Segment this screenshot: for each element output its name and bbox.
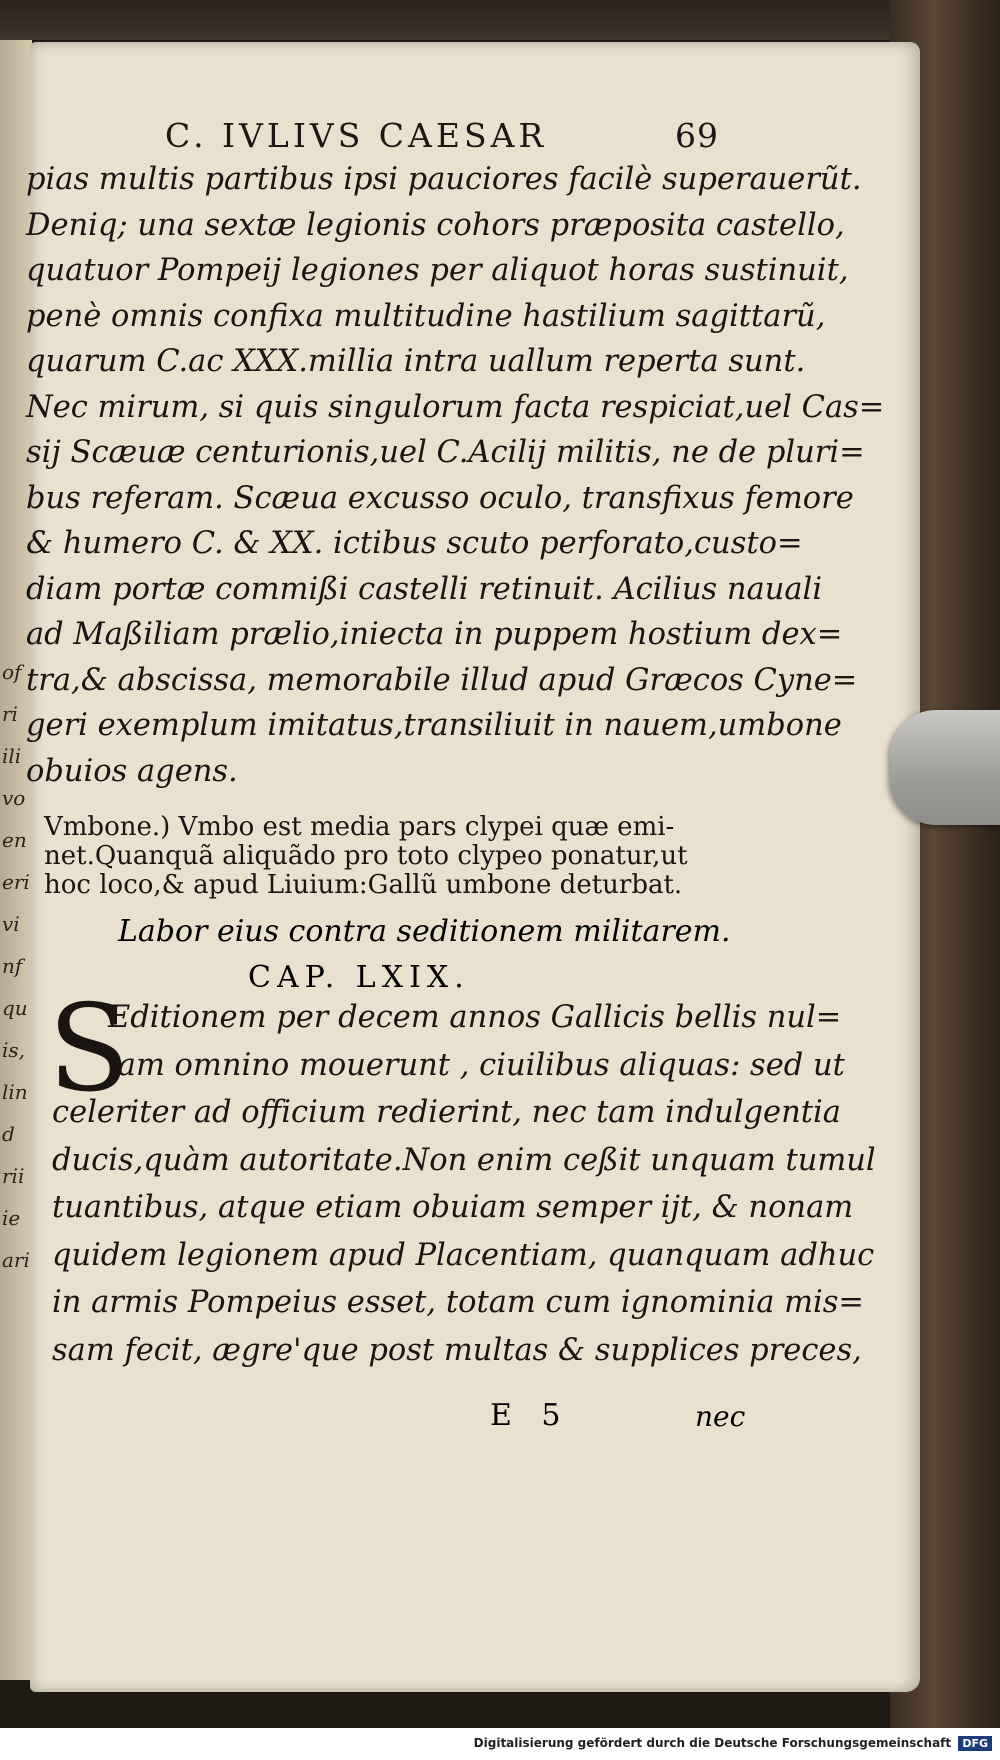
text-line: hoc loco,& apud Liuium:Gallũ umbone deturbat. <box>44 870 683 900</box>
section-subtitle: Labor eius contra seditionem militarem. <box>118 914 731 949</box>
signature-mark: E 5 <box>490 1398 571 1433</box>
dfg-logo: DFG <box>958 1736 992 1751</box>
running-head-title: C. IVLIVS CAESAR <box>165 116 548 155</box>
text-line: lam omnino mouerunt , ciuilibus aliquas: sed ut <box>108 1047 845 1083</box>
margin-fragment: rii <box>2 1164 25 1188</box>
margin-fragment: qu <box>2 996 28 1020</box>
text-line: & humero C. & XX. ictibus scuto perforato,custo= <box>26 526 803 561</box>
drop-cap: S <box>48 980 131 1119</box>
page-clip <box>890 710 1000 825</box>
margin-fragment: en <box>2 828 27 852</box>
text-line: obuios agens. <box>26 753 238 789</box>
text-line: quidem legionem apud Placentiam, quanquam adhuc <box>52 1237 875 1273</box>
text-line: penè omnis confixa multitudine hastilium sagittarũ, <box>26 298 826 334</box>
margin-fragment: is, <box>2 1038 26 1062</box>
text-line: net.Quanquã aliquãdo pro toto clypeo ponatur,ut <box>44 841 688 871</box>
margin-fragment: vo <box>2 786 26 810</box>
text-line: diam portæ commißi castelli retinuit. Acilius nauali <box>26 571 823 607</box>
running-head <box>165 116 725 155</box>
margin-fragment: ari <box>2 1248 30 1272</box>
text-line: Nec mirum, si quis singulorum facta respiciat,uel Cas= <box>26 389 885 425</box>
text-line: sam fecit, ægre'que post multas & supplices preces, <box>52 1332 862 1368</box>
margin-fragment: ie <box>2 1206 21 1230</box>
margin-fragment: ri <box>2 702 18 726</box>
page-number: 69 <box>675 116 719 155</box>
book-top-edge <box>0 0 1000 40</box>
margin-fragment: nf <box>2 954 23 978</box>
text-line: sij Scæuæ centurionis,uel C.Acilij militis, ne de pluri= <box>26 435 865 470</box>
chapter-heading: CAP. LXIX. <box>248 960 470 995</box>
footer-credit-text: Digitalisierung gefördert durch die Deutsche Forschungsgemeinschaft <box>473 1736 952 1750</box>
text-line: ducis,quàm autoritate.Non enim ceßit unquam tumul <box>52 1142 876 1178</box>
text-line: tra,& abscissa, memorabile illud apud Græcos Cyne= <box>26 662 858 698</box>
text-line: quarum C.ac XXX.millia intra uallum reperta sunt. <box>26 344 806 379</box>
text-line: celeriter ad officium redierint, nec tam indulgentia <box>52 1095 841 1130</box>
text-line: quatuor Pompeij legiones per aliquot horas sustinuit, <box>26 253 849 288</box>
text-line: pias multis partibus ipsi pauciores facilè superauerũt. <box>26 162 862 197</box>
text-line: Editionem per decem annos Gallicis bellis nul= <box>108 1000 842 1035</box>
margin-fragment: eri <box>2 870 30 894</box>
text-line: ad Maßiliam prælio,iniecta in puppem hostium dex= <box>26 617 843 652</box>
footer-credit <box>474 1736 992 1751</box>
margin-fragment: ili <box>2 744 22 768</box>
text-line: geri exemplum imitatus,transiliuit in nauem,umbone <box>26 708 842 743</box>
text-line: in armis Pompeius esset, totam cum ignominia mis= <box>52 1285 864 1320</box>
text-line: bus referam. Scæua excusso oculo, transfixus femore <box>26 480 854 516</box>
margin-fragment: of <box>2 660 22 684</box>
margin-fragment: vi <box>2 912 20 936</box>
text-line: Vmbone.) Vmbo est media pars clypei quæ emi- <box>44 812 675 842</box>
margin-fragment: lin <box>2 1080 28 1104</box>
catchword: nec <box>695 1400 746 1433</box>
text-line: tuantibus, atque etiam obuiam semper ijt, & nonam <box>52 1190 854 1225</box>
text-line: Deniq; una sextæ legionis cohors præposita castello, <box>26 207 845 243</box>
margin-fragment: d <box>2 1122 15 1146</box>
